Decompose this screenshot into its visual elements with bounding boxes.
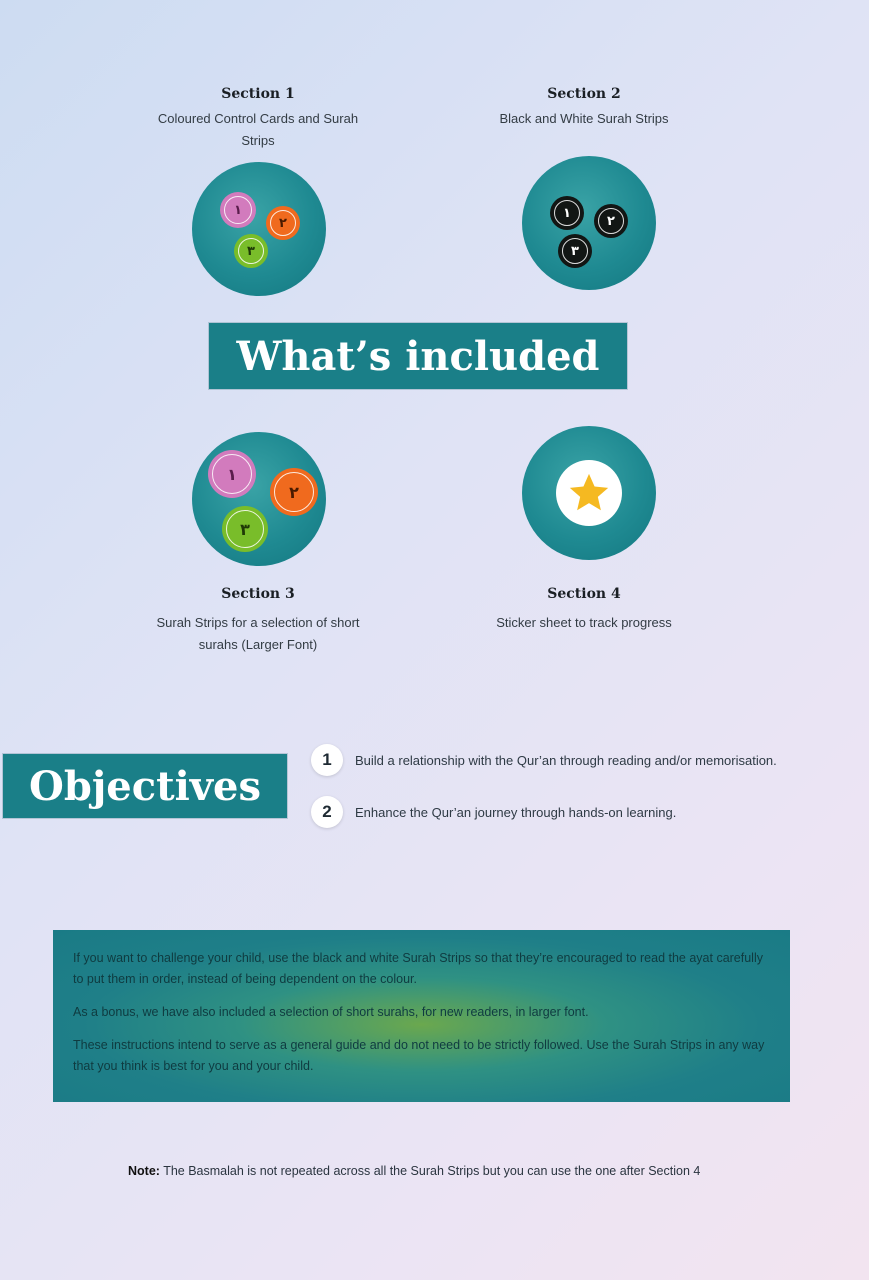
note-label: Note: — [128, 1164, 160, 1178]
section-4 — [454, 586, 714, 634]
objectives-title: Objectives — [29, 762, 261, 810]
objective-1 — [311, 744, 777, 776]
note — [128, 1160, 728, 1183]
section-1-desc-line-1: Coloured Control Cards and Surah — [157, 111, 359, 126]
section-1-desc — [128, 108, 388, 152]
section-1-desc-line-2: Strips — [241, 133, 275, 148]
objective-2 — [311, 796, 676, 828]
section-2-title: Section 2 — [547, 86, 621, 102]
black-card-badge-1: ١ — [550, 196, 584, 230]
section-2-illustration — [522, 156, 656, 290]
sticker-disc — [556, 460, 622, 526]
orange-card-badge: ٢ — [266, 206, 300, 240]
objective-2-text: Enhance the Qur’an journey through hands-on learning. — [355, 804, 677, 820]
orange-card-badge-large: ٢ — [270, 468, 318, 516]
green-card-badge-large: ٣ — [222, 506, 268, 552]
objective-1-number: 1 — [311, 744, 343, 776]
green-card-badge: ٣ — [234, 234, 268, 268]
section-3 — [128, 586, 388, 656]
info-paragraph-2: As a bonus, we have also included a selection of short surahs, for new readers, in larger font. — [73, 1005, 589, 1019]
objective-1-text: Build a relationship with the Qur’an through reading and/or memorisation. — [355, 752, 777, 768]
objectives-banner — [3, 754, 287, 818]
whats-included-title: What’s included — [236, 332, 600, 380]
objective-2-number: 2 — [311, 796, 343, 828]
black-card-badge-2: ٢ — [594, 204, 628, 238]
section-2-desc: Black and White Surah Strips — [499, 111, 669, 126]
pink-card-badge: ١ — [220, 192, 256, 228]
section-4-desc: Sticker sheet to track progress — [496, 615, 672, 630]
section-4-illustration — [522, 426, 656, 560]
info-paragraph-1: If you want to challenge your child, use the black and white Surah Strips so that they’re encouraged to read the ayat carefully to put them in order, instead of being dependent on the colour. — [73, 951, 763, 986]
section-1 — [128, 86, 388, 152]
note-text: The Basmalah is not repeated across all the Surah Strips but you can use the one after Section 4 — [159, 1164, 701, 1178]
section-4-title: Section 4 — [547, 586, 621, 602]
section-1-illustration — [192, 162, 326, 296]
pink-card-badge-large: ١ — [208, 450, 256, 498]
black-card-badge-3: ٣ — [558, 234, 592, 268]
section-3-illustration — [192, 432, 326, 566]
section-1-title: Section 1 — [221, 86, 295, 102]
whats-included-banner — [209, 323, 627, 389]
info-paragraph-3: These instructions intend to serve as a general guide and do not need to be strictly followed. Use the Surah Strips in any way that you think is best for you and your child. — [73, 1038, 765, 1073]
section-2 — [454, 86, 714, 130]
section-3-desc-line-2: surahs (Larger Font) — [198, 637, 318, 652]
star-icon — [566, 470, 612, 516]
info-box — [53, 930, 790, 1102]
section-3-desc — [128, 612, 388, 656]
section-3-desc-line-1: Surah Strips for a selection of short — [156, 615, 360, 630]
section-3-title: Section 3 — [221, 586, 295, 602]
